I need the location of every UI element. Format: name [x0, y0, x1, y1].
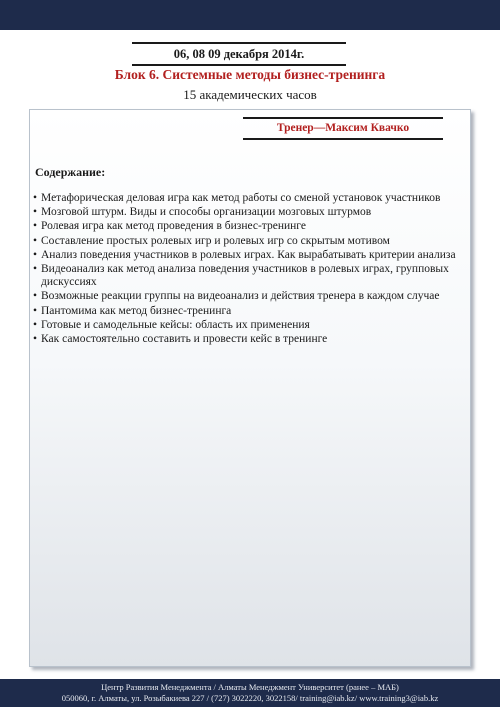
footer-contacts: 050060, г. Алматы, ул. Розыбакиева 227 / (727) 3022220, 3022158/ training@iab.kz/ www.training3@iab.kz: [61, 693, 439, 703]
topic-item: [33, 333, 461, 346]
footer-org: Центр Развития Менеджмента / Алматы Менеджмент Университет (ранее – МАБ): [101, 682, 399, 692]
topic-item: [33, 235, 461, 248]
bullet-icon: •: [33, 333, 38, 346]
topic-text: Ролевая игра как метод проведения в бизнес-тренинге: [41, 220, 306, 233]
topic-item: [33, 249, 461, 262]
topic-text: Пантомима как метод бизнес-тренинга: [41, 304, 232, 317]
topic-item: [33, 319, 461, 332]
topic-item: [33, 206, 461, 219]
topic-text: Возможные реакции группы на видеоанализ и действия тренера в каждом случае: [41, 290, 440, 303]
bullet-icon: •: [33, 192, 38, 204]
topic-item: [33, 305, 461, 318]
topic-text: Мозговой штурм. Виды и способы организации мозговых штурмов: [41, 206, 372, 219]
top-banner: [0, 0, 500, 30]
topic-text: Готовые и самодельные кейсы: область их применения: [41, 318, 310, 331]
topic-item: [33, 192, 461, 205]
topic-text: Составление простых ролевых игр и ролевых игр со скрытым мотивом: [41, 234, 390, 247]
bullet-icon: •: [33, 220, 38, 233]
academic-hours: 15 академических часов: [183, 87, 317, 102]
topic-text: Как самостоятельно составить и провести кейс в тренинге: [41, 333, 328, 346]
bullet-icon: •: [33, 234, 38, 247]
topic-text: Метафорическая деловая игра как метод работы со сменой установок участников: [41, 192, 441, 204]
bullet-icon: •: [33, 290, 38, 303]
bullet-icon: •: [33, 248, 38, 261]
topic-item: [33, 220, 461, 233]
trainer-label: Тренер—Максим Квачко: [243, 117, 443, 140]
bullet-icon: •: [33, 206, 38, 219]
bullet-icon: •: [33, 263, 38, 276]
topic-item: [33, 263, 461, 289]
bullet-icon: •: [33, 318, 38, 331]
footer-banner: [0, 679, 500, 707]
block-title: Блок 6. Системные методы бизнес-тренинга: [114, 67, 386, 82]
bullet-icon: •: [33, 304, 38, 317]
topic-text: Анализ поведения участников в ролевых играх. Как вырабатывать критерии анализа: [41, 248, 456, 261]
date-heading: 06, 08 09 декабря 2014г.: [132, 42, 346, 66]
topic-list: [33, 192, 461, 347]
contents-heading: Содержание:: [35, 165, 106, 179]
topic-item: [33, 290, 461, 303]
topic-text: Видеоанализ как метод анализа поведения участников в ролевых играх, групповых дискуссиях: [41, 263, 449, 289]
